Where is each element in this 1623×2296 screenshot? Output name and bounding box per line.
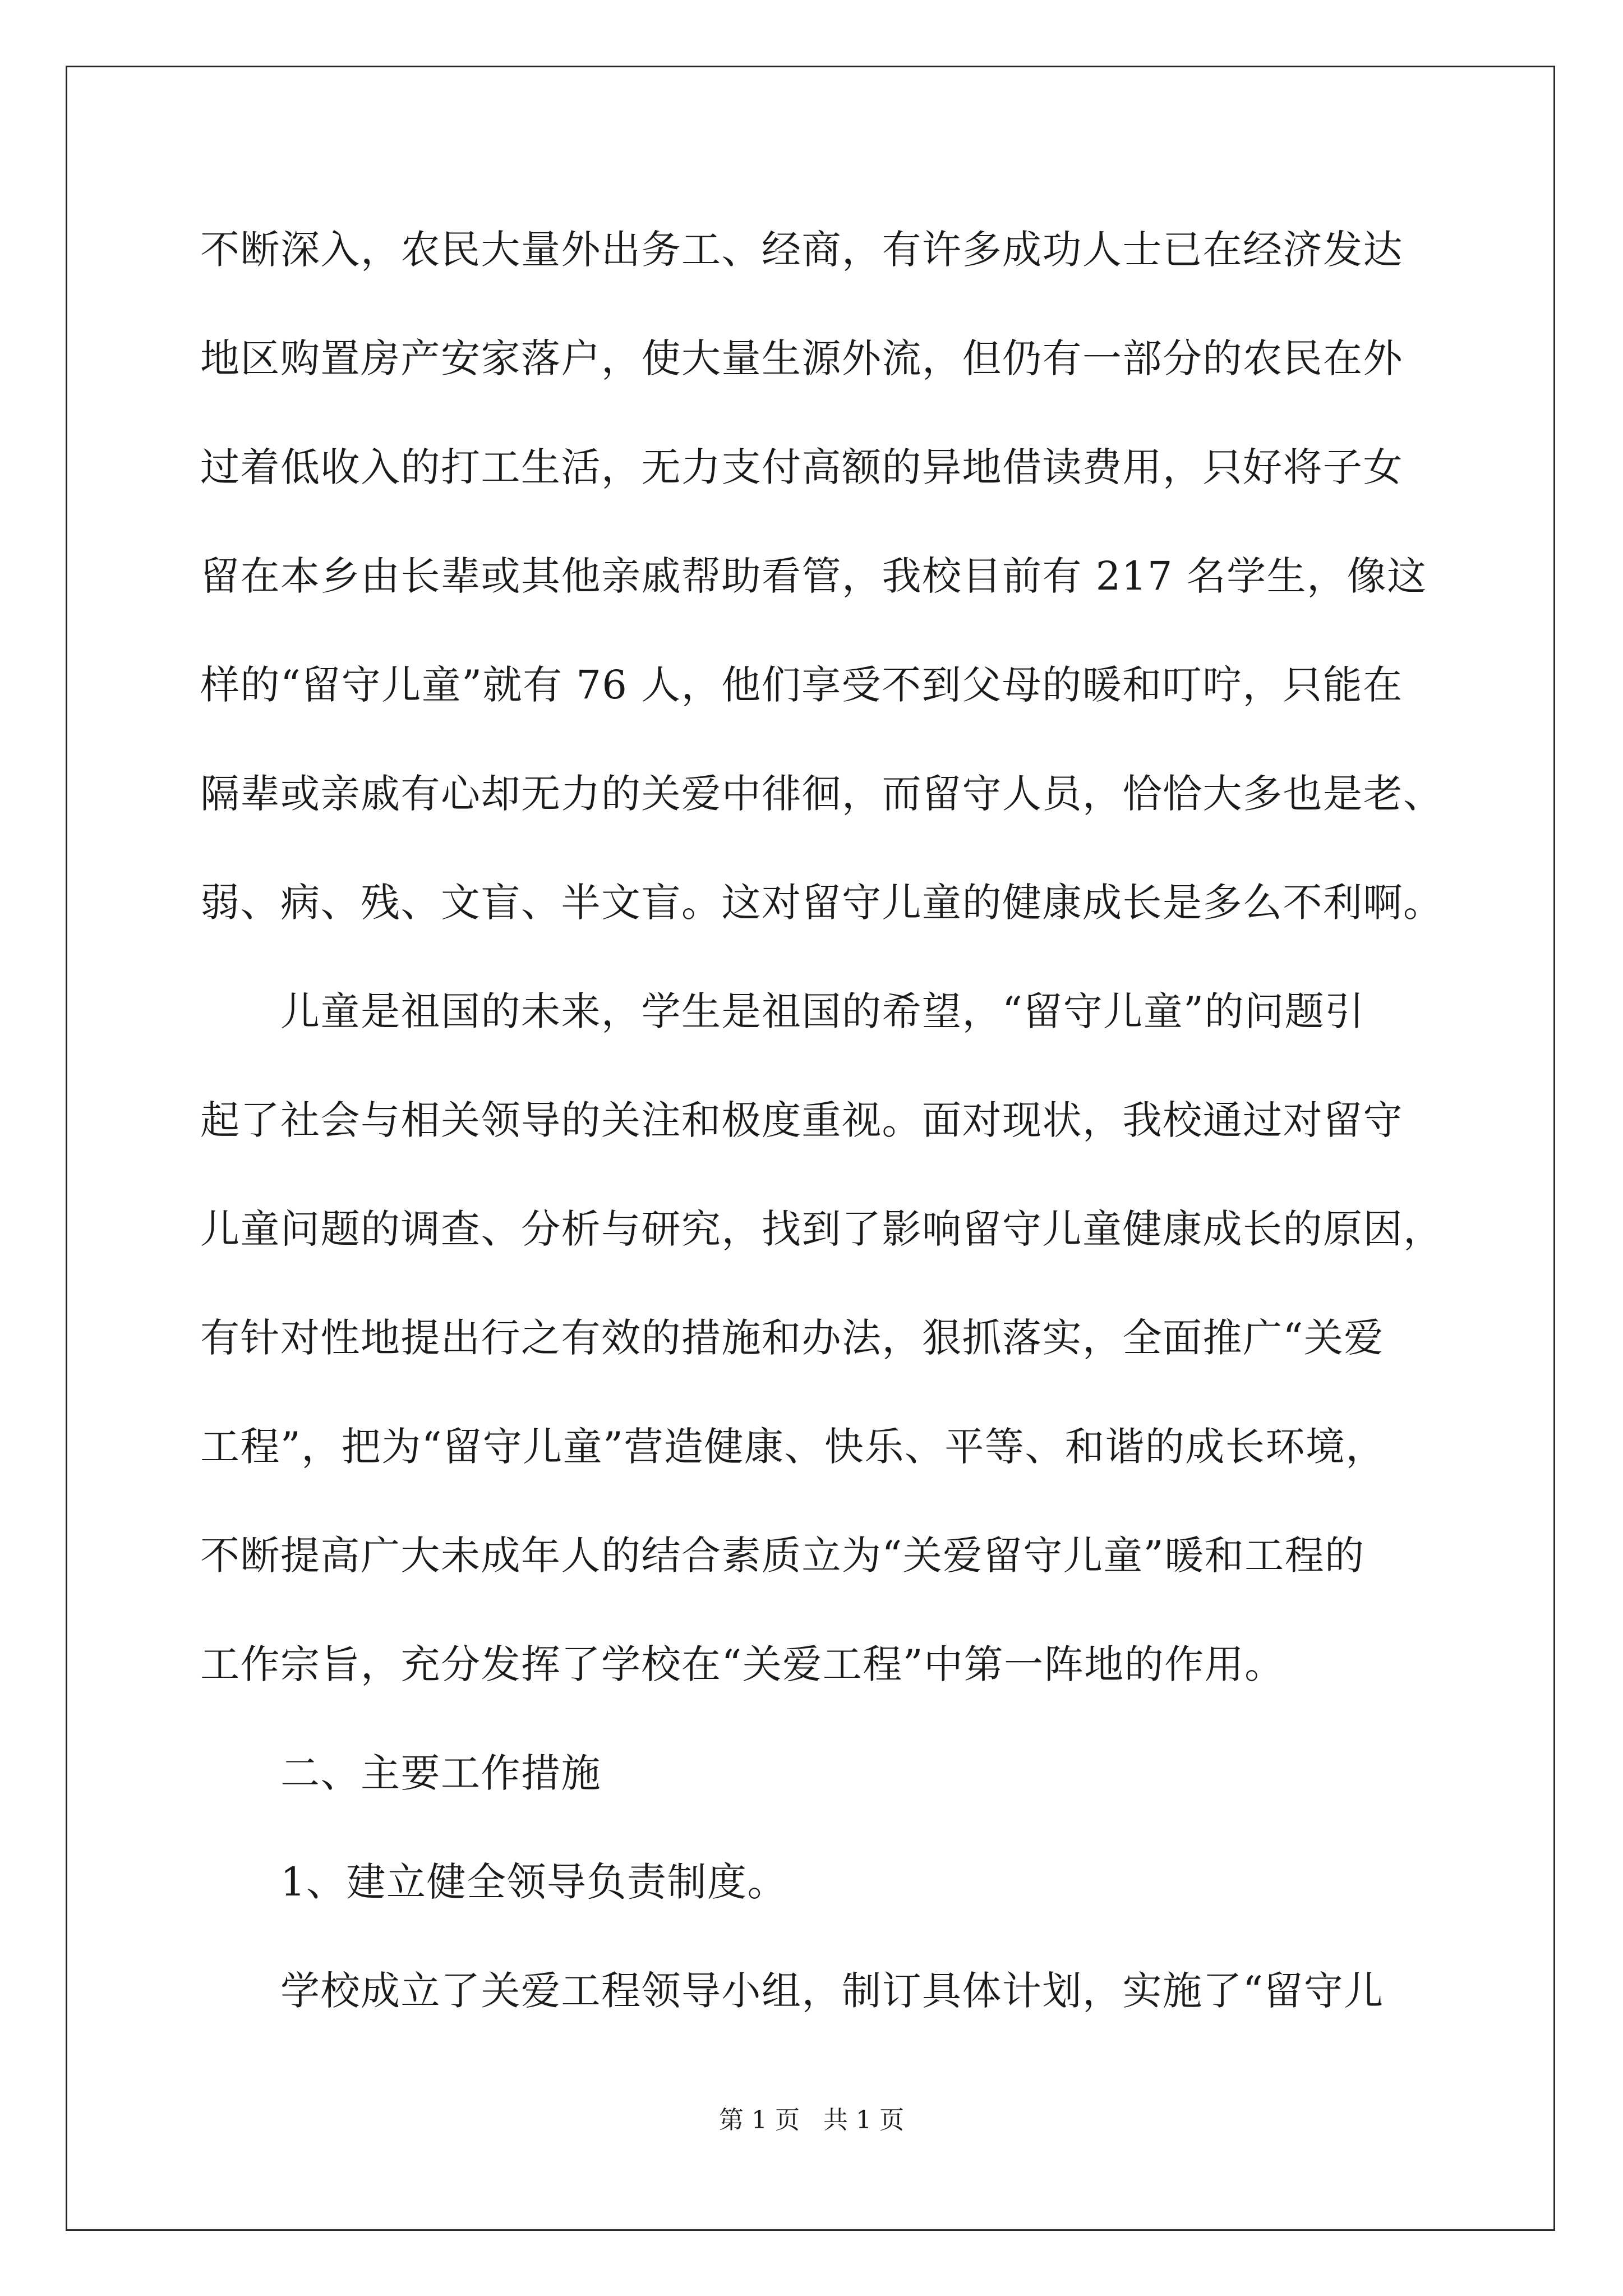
text-line: 弱、病、残、文盲、半文盲。这对留守儿童的健康成长是多么不利啊。 [200,880,1444,926]
text-line: 留在本乡由长辈或其他亲戚帮助看管，我校目前有 217 名学生，像这 [200,553,1427,599]
text-line: 起了社会与相关领导的关注和极度重视。面对现状，我校通过对留守 [200,1097,1403,1143]
text-line: 过着低收入的打工生活，无力支付高额的异地借读费用，只好将子女 [200,444,1403,490]
document-body [200,216,1444,2066]
text-line: 不断提高广大未成年人的结合素质立为“关爱留守儿童”暖和工程的 [200,1533,1365,1579]
text-line: 工作宗旨，充分发挥了学校在“关爱工程”中第一阵地的作用。 [200,1641,1285,1687]
text-line: 地区购置房产安家落户，使大量生源外流，但仍有一部分的农民在外 [200,335,1403,381]
paragraph-start-line: 儿童是祖国的未来，学生是祖国的希望，“留守儿童”的问题引 [280,988,1365,1034]
text-line: 样的“留守儿童”就有 76 人，他们享受不到父母的暖和叮咛，只能在 [200,662,1403,708]
paragraph-start-line: 学校成立了关爱工程领导小组，制订具体计划，实施了“留守儿 [280,1968,1384,2014]
text-line: 儿童问题的调查、分析与研究，找到了影响留守儿童健康成长的原因， [200,1206,1444,1252]
text-line: 有针对性地提出行之有效的措施和办法，狠抓落实，全面推广“关爱 [200,1315,1384,1361]
section-heading: 二、主要工作措施 [280,1750,601,1796]
text-line: 工程”，把为“留守儿童”营造健康、快乐、平等、和谐的成长环境， [200,1424,1386,1470]
page-footer: 第 1 页 共 1 页 [719,2106,904,2134]
text-line: 隔辈或亲戚有心却无力的关爱中徘徊，而留守人员，恰恰大多也是老、 [200,771,1444,817]
text-line: 不断深入，农民大量外出务工、经商，有许多成功人士已在经济发达 [200,227,1403,273]
subsection-heading: 1、建立健全领导负责制度。 [280,1859,788,1905]
